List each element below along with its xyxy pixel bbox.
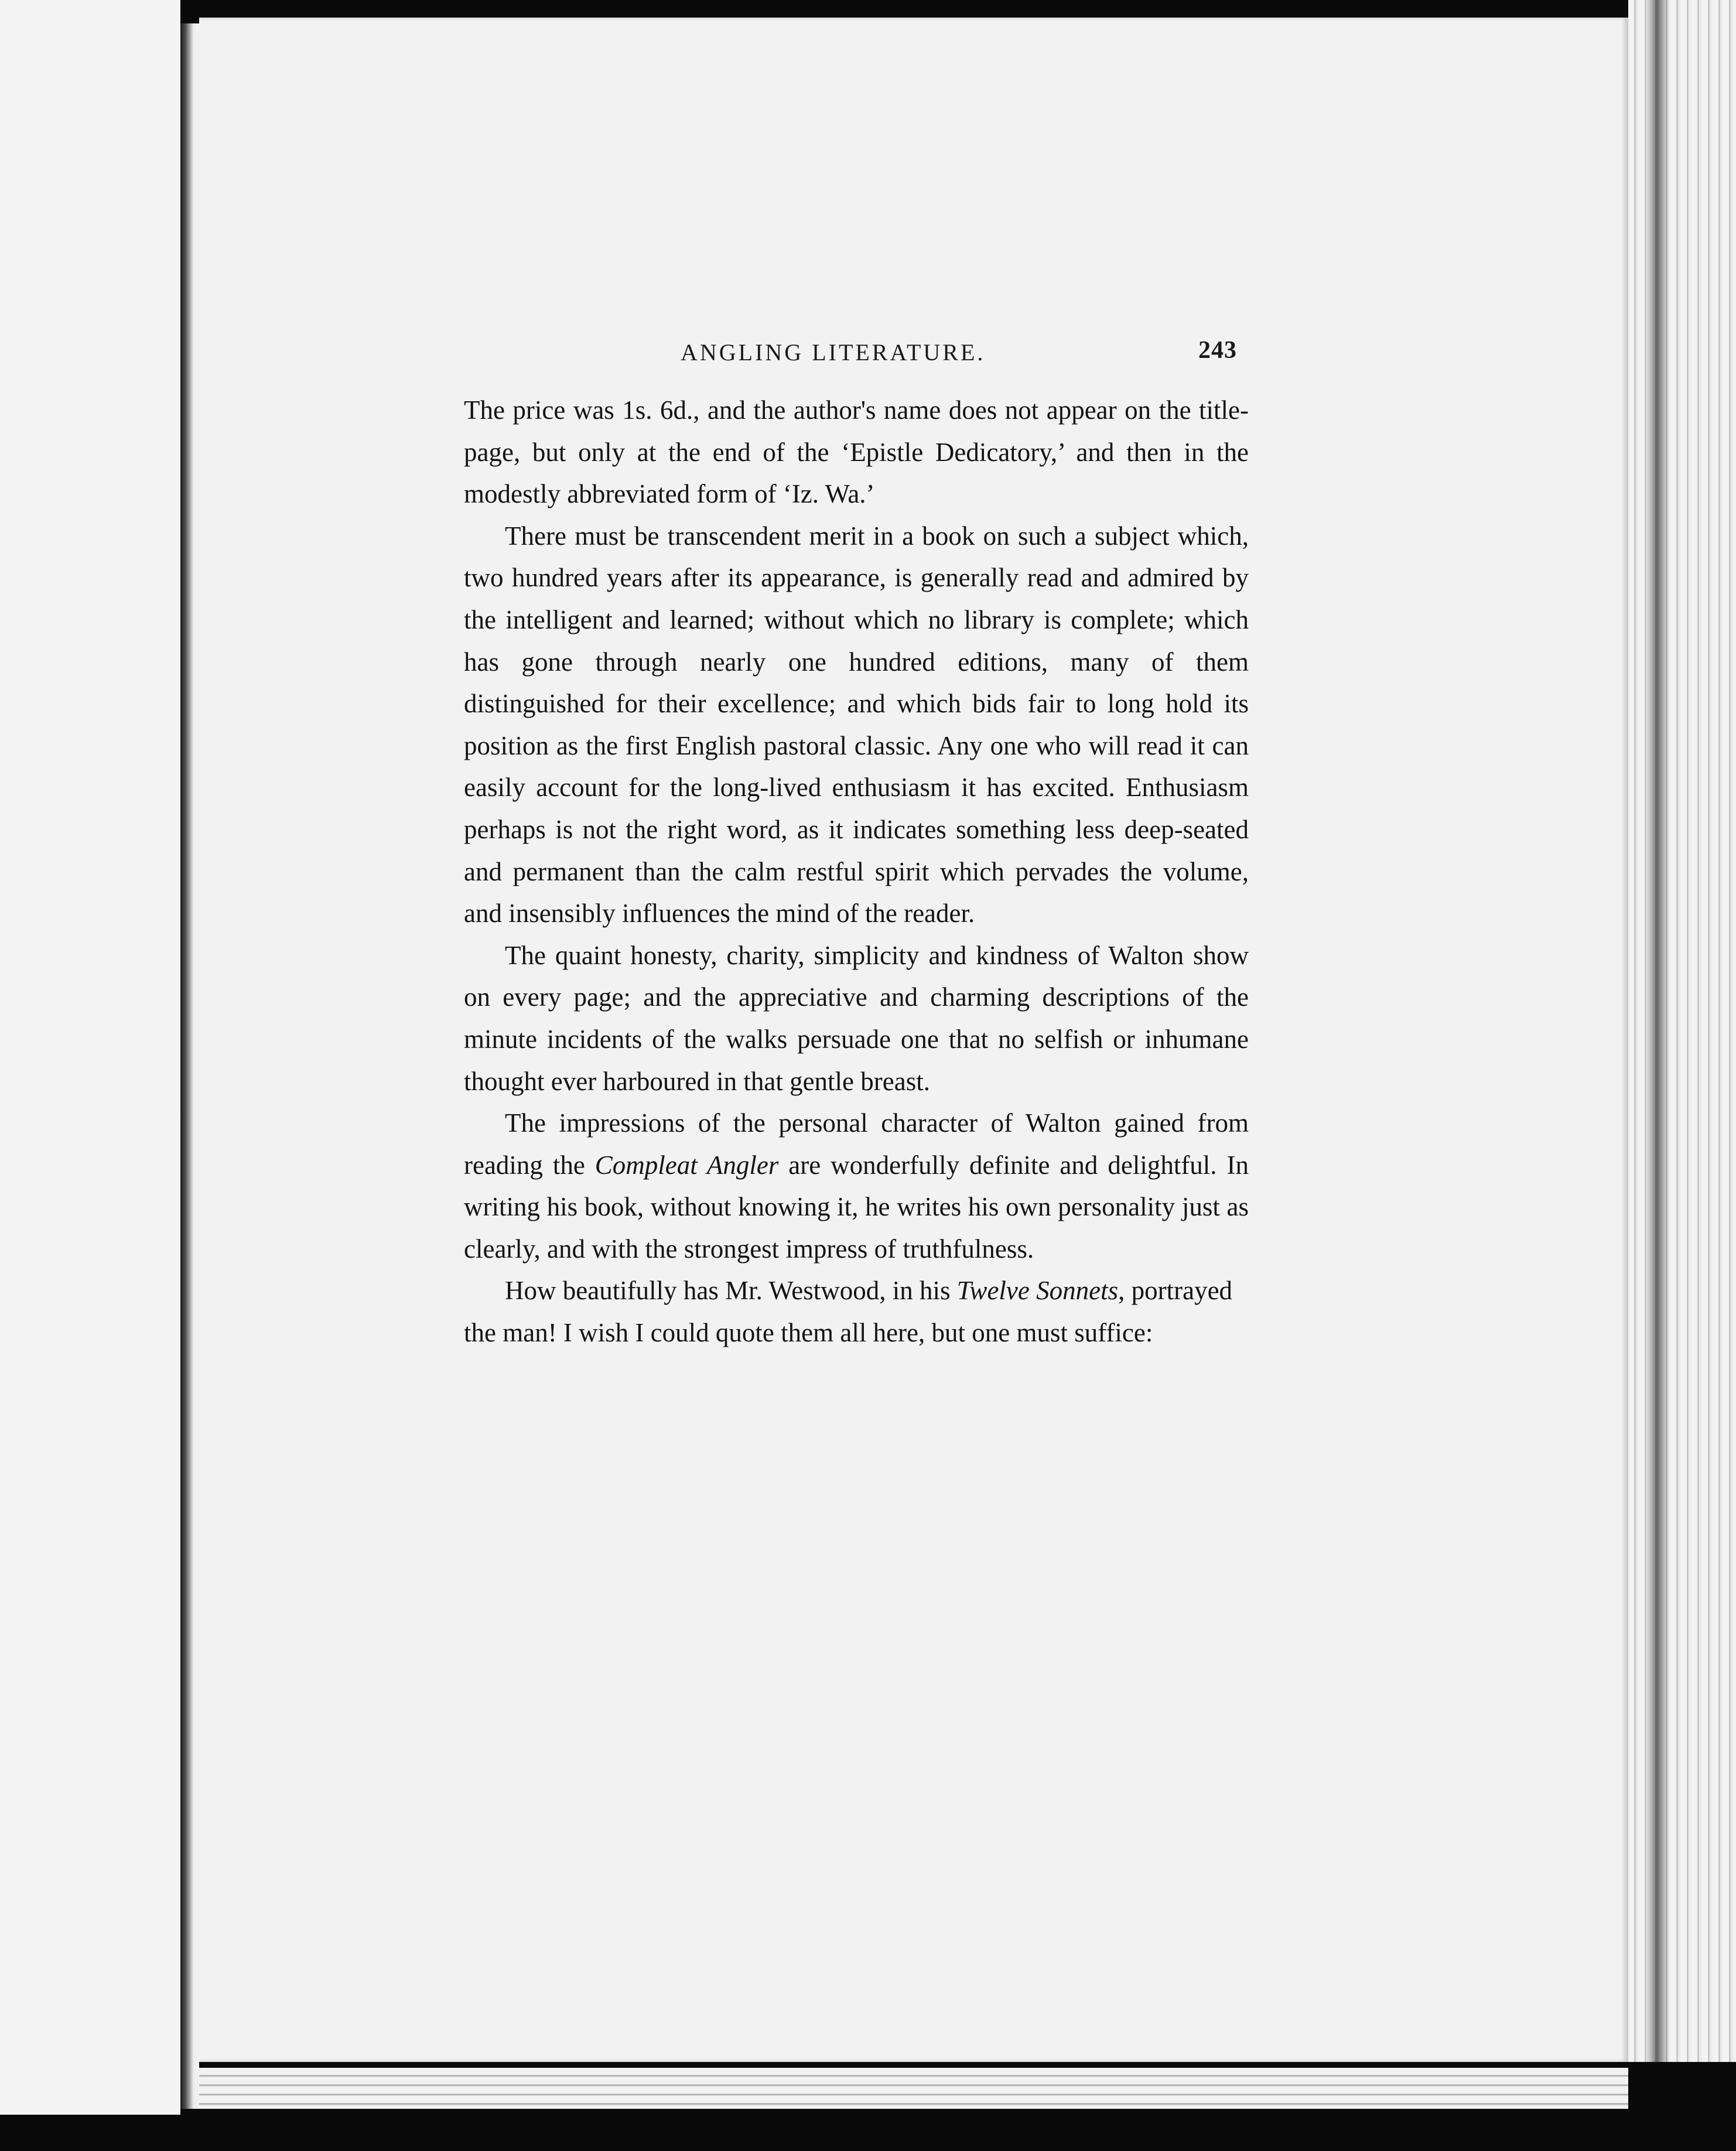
paragraph-1: The price was 1s. 6d., and the author's name does not appear on the title-page, but only at the end of the ‘Epistle Dedicatory,’ and then in the modestly abbreviated form of ‘Iz. Wa.’ [464, 395, 1249, 509]
book-title-twelve-sonnets: Twelve Sonnets [956, 1276, 1119, 1306]
paragraph-5-text-after: , portrayed the man! I wish I could quote them all here, but one must suffice: [464, 1276, 1233, 1348]
paragraph-5 [464, 1270, 1249, 1354]
running-head [464, 339, 1237, 368]
body-text [464, 390, 1249, 1354]
paragraph-4-text-after: are wonderfully definite and delightful. In writing his book, without knowing it, he writes his own personality just as clearly, and with the strongest impress of truthfulness. [464, 1150, 1249, 1264]
paragraph-2: There must be transcendent merit in a book on such a subject which, two hundred years after its appearance, is generally read and admired by the intelligent and learned; without which no library is complete; which has gone through nearly one hundred editions, many of them distinguished for their excellence; and which bids fair to long hold its position as the first English pastoral classic. Any one who will read it can easily account for the long-lived enthusiasm it has excited. Enthusiasm perhaps is not the right word, as it indicates something less deep-seated and permanent than the calm restful spirit which pervades the volume, and insensibly influences the mind of the reader. [464, 521, 1249, 928]
running-head-title: ANGLING LITERATURE. [681, 339, 986, 366]
paragraph-3: The quaint honesty, charity, simplicity and kindness of Walton show on every page; and the appreciative and charming descriptions of the minute incidents of the walks persuade one that no selfish or inhumane thought ever harboured in that gentle breast. [464, 940, 1249, 1096]
left-page-blank [0, 0, 180, 2115]
page-edges [1628, 0, 1736, 2151]
page-bottom-edges [199, 2068, 1628, 2109]
page-number: 243 [1198, 337, 1237, 364]
page-edge-shadow [1646, 0, 1669, 2151]
paragraph-5-text-before: How beautifully has Mr. Westwood, in his [505, 1276, 957, 1306]
book-title-compleat-angler: Compleat Angler [594, 1150, 779, 1180]
paragraph-4-text-before: The impressions of the personal character of Walton gained from reading the [464, 1108, 1249, 1180]
book-gutter [180, 23, 199, 2109]
paragraph-4 [464, 1102, 1249, 1270]
